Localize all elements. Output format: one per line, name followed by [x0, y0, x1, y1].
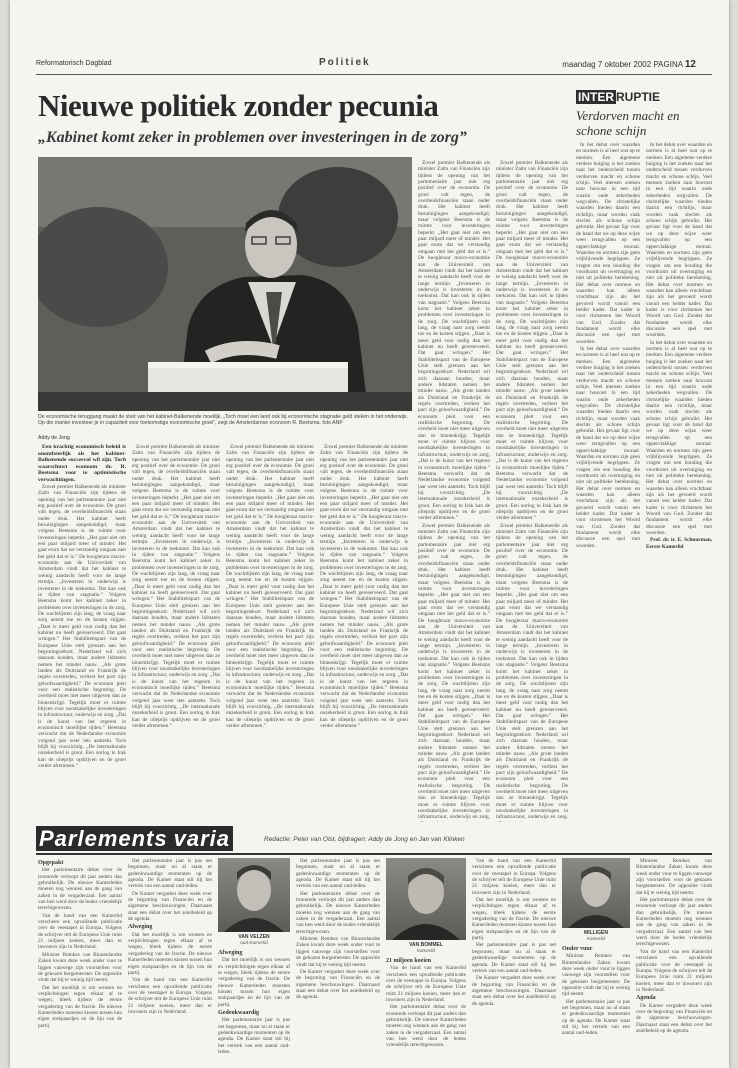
interruptie-column-1	[576, 142, 640, 822]
parl-column-4	[296, 858, 380, 1058]
section-text: Van de hand van een Kamerlid verscheen een opvallende publicatie over de veestapel in Europa. Volgens de schrijver telt de Europese Unie ruim 21 miljoen koeien, meer dan er inwoners zijn in Nederland.	[128, 977, 212, 1015]
portrait-illustration	[386, 858, 466, 940]
newspaper-page	[10, 0, 729, 1068]
article-body-2: Zowel premier Balkenende als minister Zalm van Financiën zijn tijdens de opening van het parlementaire jaar niet erg positief over de economie. De groei valt tegen, de overheidsfinanciën staan onder druk. Het kabinet heeft bezuinigingen aangekondigd, maar volgens Beetsma is de ruimte voor investeringen beperkt. „Het gaat niet om een paar miljard meer of minder. Het gaat erom dat we verstandig omgaan met het geld dat er is.” De hoogleraar macro-economie aan de Universiteit van Amsterdam vindt dat het kabinet te weinig aandacht heeft voor de lange termijn. „Investeren in onderwijs is investeren in de toekomst. Dat kan ook in tijden van stagnatie.” Volgens Beetsma komt het kabinet zeker in problemen over investeringen in de zorg. De wachtlijsten zijn lang, de vraag naar zorg neemt toe en de kosten stijgen. „Daar is meer geld voor nodig dan het kabinet nu heeft gereserveerd. Dat gaat wringen.” Het Stabiliteitspact van de Europese Unie stelt grenzen aan het begrotingstekort. Nederland wil zich daaraan houden, maar andere lidstaten nemen het minder nauw. „Als grote landen als Duitsland en Frankrijk de regels overtreden, verliest het pact zijn geloofwaardigheid.” De econoom pleit voor een realistische begroting. De overheid moet niet meer uitgeven dan ze binnenkrijgt. Tegelijk moet er ruimte blijven voor noodzakelijke investeringen in infrastructuur, onderwijs en zorg. „Dat is de kunst van het regeren in economisch moeilijke tijden.” Beetsma verwacht dat de Nederlandse economie volgend jaar weer iets aantrekt. Toch blijft hij voorzichtig. „De internationale onzekerheid is groot. Een oorlog in Irak kan de olieprijs opdrijven en de groei verder afremmen.”	[132, 444, 220, 730]
section-text: Het parlementaire jaar is pas net begonnen, maar nu al staan er gedenkwaardige momenten op de agenda. De Kamer staat stil bij het vertrek van een aantal oud-leden.	[128, 858, 212, 890]
parl-column-7	[562, 944, 630, 1058]
section-text: Van de hand van een Kamerlid verscheen een opvallende publicatie over de veestapel in Europa. Volgens de schrijver telt de Europese Unie ruim 21 miljoen koeien, meer dan er inwoners zijn in Nederland.	[386, 965, 466, 1004]
parl-column-5	[386, 956, 466, 1058]
interruptie-label	[576, 90, 711, 104]
parlementsvaria-rule	[36, 853, 712, 855]
portrait-caption: MILLIGEN Kamerlid	[584, 930, 608, 941]
article-body-6b: Zowel premier Balkenende als minister Zalm van Financiën zijn tijdens de opening van het parlementaire jaar niet erg positief over de economie. De groei valt tegen, de overheidsfinanciën staan onder druk. Het kabinet heeft bezuinigingen aangekondigd, maar volgens Beetsma is de ruimte voor investeringen beperkt. „Het gaat niet om een paar miljard meer of minder. Het gaat erom dat we verstandig omgaan met het geld dat er is.” De hoogleraar macro-economie aan de Universiteit van Amsterdam vindt dat het kabinet te weinig aandacht heeft voor de lange termijn. „Investeren in onderwijs is investeren in de toekomst. Dat kan ook in tijden van stagnatie.” Volgens Beetsma komt het kabinet zeker in problemen over investeringen in de zorg. De wachtlijsten zijn lang, de vraag naar zorg neemt toe en de kosten stijgen. „Daar is meer geld voor nodig dan het kabinet nu heeft gereserveerd. Dat gaat wringen.” Het Stabiliteitspact van de Europese Unie stelt grenzen aan het begrotingstekort. Nederland wil zich daaraan houden, maar andere lidstaten nemen het minder nauw. „Als grote landen als Duitsland en Frankrijk de regels overtreden, verliest het pact zijn geloofwaardigheid.” De econoom pleit voor een realistische begroting. De overheid moet niet meer uitgeven dan ze binnenkrijgt. Tegelijk moet er ruimte blijven voor noodzakelijke investeringen in infrastructuur, onderwijs en zorg.	[496, 522, 568, 821]
article-photo	[38, 157, 412, 411]
author-byline: Addy de Jong	[38, 435, 70, 441]
photo-caption	[38, 414, 412, 426]
editorial-credit: Redactie: Peter van Olst, bijdragen: Addy de Jong en Jan van Klinken	[264, 836, 465, 843]
article-column-2	[132, 444, 220, 822]
photo-credit: foto ANP	[322, 420, 343, 427]
interruptie-body: In het debat over waarden en normen is al heel wat op te merken. Een algemene verdere buiging is het zoeken naar het onderscheid tussen verdorven macht en schone schijn. Veel mensen zoeken naar houvast in een tijd waarin oude zekerheden wegvallen. De christelijke waarden bieden daarin een richtlijn, maar worden vaak slechts als schone schijn gebruikt. Het gevaar ligt voor de hand dat we op deze wijze weer terugvallen op een oppervlakkige moraal. Waarden en normen zijn geen vrijblijvende begrippen. Ze vragen om een houding die voortkomt uit overtuiging en niet uit politieke berekening. Het debat over normen en waarden kan alleen vruchtbaar zijn als het gevoerd wordt vanuit een helder kader. Dat kader is voor christenen het Woord van God. Zonder dat fundament wordt elke discussie een spel met woorden.	[576, 142, 640, 345]
section-text: Van de hand van een Kamerlid verscheen een opvallende publicatie over de veestapel in Europa. Volgens de schrijver telt de Europese Unie ruim 21 miljoen koeien, meer dan er inwoners zijn in Nederland.	[636, 948, 712, 993]
section-text: Dat het moeilijk is om wensen en verplichtingen tegen elkaar af te wegen, bleek tijdens de eerste vergadering van de fractie. De nieuwe Kamerleden moesten kiezen tussen hun eigen stokpaardjes en de lijn van de partij.	[472, 897, 556, 942]
section-heading: Agenda	[636, 995, 656, 1002]
section-text: Het parlementaire jaar is pas net begonnen, maar nu al staan er gedenkwaardige momenten op de agenda. De Kamer staat stil bij het vertrek van een aantal oud-leden.	[472, 942, 556, 974]
section-text: Het parlementaire debat over de troonrede verloopt dit jaar anders dan gebruikelijk. De nieuwe Kamerleden moeten nog wennen aan de gang van zaken in de vergaderzaal. Een aantal van hen werd door de bodes vriendelijk terechtgewezen.	[386, 1004, 466, 1049]
page-label: PAGINA	[653, 60, 683, 69]
section-text: Dat het moeilijk is om wensen en verplichtingen tegen elkaar af te wegen, bleek tijdens de eerste vergadering van de fractie. De nieuwe Kamerleden moesten kiezen tussen hun eigen stokpaardjes en de lijn van de partij.	[38, 984, 122, 1029]
section-text: De Kamer vergadert deze week over de begroting van Financiën en de algemene beschouwingen. Daarnaast staat een debat over het asielbeleid op de agenda.	[472, 975, 556, 1007]
article-body-5b: Zowel premier Balkenende als minister Zalm van Financiën zijn tijdens de opening van het parlementaire jaar niet erg positief over de economie. De groei valt tegen, de overheidsfinanciën staan onder druk. Het kabinet heeft bezuinigingen aangekondigd, maar volgens Beetsma is de ruimte voor investeringen beperkt. „Het gaat niet om een paar miljard meer of minder. Het gaat erom dat we verstandig omgaan met het geld dat er is.” De hoogleraar macro-economie aan de Universiteit van Amsterdam vindt dat het kabinet te weinig aandacht heeft voor de lange termijn. „Investeren in onderwijs is investeren in de toekomst. Dat kan ook in tijden van stagnatie.” Volgens Beetsma komt het kabinet zeker in problemen over investeringen in de zorg. De wachtlijsten zijn lang, de vraag naar zorg neemt toe en de kosten stijgen. „Daar is meer geld voor nodig dan het kabinet nu heeft gereserveerd. Dat gaat wringen.” Het Stabiliteitspact van de Europese Unie stelt grenzen aan het begrotingstekort. Nederland wil zich daaraan houden, maar andere lidstaten nemen het minder nauw. „Als grote landen als Duitsland en Frankrijk de regels overtreden, verliest het pact zijn geloofwaardigheid.” De econoom pleit voor een realistische begroting. De overheid moet niet meer uitgeven dan ze binnenkrijgt. Tegelijk moet er ruimte blijven voor noodzakelijke investeringen in infrastructuur, onderwijs en zorg.	[418, 522, 490, 821]
newspaper-name: Reformatorisch Dagblad	[36, 60, 112, 67]
article-column-1	[38, 444, 126, 822]
parlementsvaria-title: Parlements varia	[36, 826, 233, 852]
article-column-4	[320, 444, 408, 822]
interruptie-column-2	[646, 142, 712, 822]
interruptie-signature: Prof. dr. ir. E. Schuurman, Eerste Kamerlid	[646, 537, 712, 550]
parl-column-6	[472, 858, 556, 1058]
date: maandag 7 oktober 2002	[562, 60, 652, 69]
date-line	[562, 59, 696, 70]
section-text: Het parlementaire jaar is pas net begonnen, maar nu al staan er gedenkwaardige momenten op de agenda. De Kamer staat stil bij het vertrek van een aantal oud-leden.	[218, 1017, 290, 1056]
parlementsvaria-header	[36, 826, 712, 851]
section-text: Dat het moeilijk is om wensen en verplichtingen tegen elkaar af te wegen, bleek tijdens de eerste vergadering van de fractie. De nieuwe Kamerleden moesten kiezen tussen hun eigen stokpaardjes en de lijn van de partij.	[128, 931, 212, 976]
section-text: Minister Remkes van Binnenlandse Zaken kwam deze week onder vuur te liggen vanwege zijn voorstellen voor de gekozen burgemeester. De oppositie vindt dat hij te weinig tijd neemt.	[38, 951, 122, 984]
section-text: Minister Remkes van Binnenlandse Zaken kwam deze week onder vuur te liggen vanwege zijn voorstellen voor de gekozen burgemeester. De oppositie vindt dat hij te weinig tijd neemt.	[636, 858, 712, 896]
header-rule	[36, 74, 712, 75]
section-text: De Kamer vergadert deze week over de begroting van Financiën en de algemene beschouwingen. Daarnaast staat een debat over het asielbeleid op de agenda.	[296, 968, 380, 1001]
article-body-6: Zowel premier Balkenende als minister Zalm van Financiën zijn tijdens de opening van het parlementaire jaar niet erg positief over de economie. De groei valt tegen, de overheidsfinanciën staan onder druk. Het kabinet heeft bezuinigingen aangekondigd, maar volgens Beetsma is de ruimte voor investeringen beperkt. „Het gaat niet om een paar miljard meer of minder. Het gaat erom dat we verstandig omgaan met het geld dat er is.” De hoogleraar macro-economie aan de Universiteit van Amsterdam vindt dat het kabinet te weinig aandacht heeft voor de lange termijn. „Investeren in onderwijs is investeren in de toekomst. Dat kan ook in tijden van stagnatie.” Volgens Beetsma komt het kabinet zeker in problemen over investeringen in de zorg. De wachtlijsten zijn lang, de vraag naar zorg neemt toe en de kosten stijgen. „Daar is meer geld voor nodig dan het kabinet nu heeft gereserveerd. Dat gaat wringen.” Het Stabiliteitspact van de Europese Unie stelt grenzen aan het begrotingstekort. Nederland wil zich daaraan houden, maar andere lidstaten nemen het minder nauw. „Als grote landen als Duitsland en Frankrijk de regels overtreden, verliest het pact zijn geloofwaardigheid.” De econoom pleit voor een realistische begroting. De overheid moet niet meer uitgeven dan ze binnenkrijgt. Tegelijk moet er ruimte blijven voor noodzakelijke investeringen in infrastructuur, onderwijs en zorg. „Dat is de kunst van het regeren in economisch moeilijke tijden.” Beetsma verwacht dat de Nederlandse economie volgend jaar weer iets aantrekt. Toch blijft hij voorzichtig. „De internationale onzekerheid is groot. Een oorlog in Irak kan de olieprijs opdrijven en de groei verder afremmen.”	[496, 160, 568, 522]
section-text: Het parlementaire jaar is pas net begonnen, maar nu al staan er gedenkwaardige momenten op de agenda. De Kamer staat stil bij het vertrek van een aantal oud-leden.	[562, 998, 630, 1037]
section-heading: Gedenkwaardig	[218, 1010, 260, 1017]
interruptie-title: Verdorven macht en schone schijn	[576, 108, 680, 138]
section-text: Minister Remkes van Binnenlandse Zaken kwam deze week onder vuur te liggen vanwege zijn voorstellen voor de gekozen burgemeester. De oppositie vindt dat hij te weinig tijd neemt.	[296, 936, 380, 968]
article-lead: Een krachtig economisch beleid is onontbeerlijk als het kabinet-Balkenende succesvol wil zijn. Toch waarschuwt econoom dr. R. Beetsma voor te optimistische verwachtingen.	[38, 444, 126, 483]
article-body-4: Zowel premier Balkenende als minister Zalm van Financiën zijn tijdens de opening van het parlementaire jaar niet erg positief over de economie. De groei valt tegen, de overheidsfinanciën staan onder druk. Het kabinet heeft bezuinigingen aangekondigd, maar volgens Beetsma is de ruimte voor investeringen beperkt. „Het gaat niet om een paar miljard meer of minder. Het gaat erom dat we verstandig omgaan met het geld dat er is.” De hoogleraar macro-economie aan de Universiteit van Amsterdam vindt dat het kabinet te weinig aandacht heeft voor de lange termijn. „Investeren in onderwijs is investeren in de toekomst. Dat kan ook in tijden van stagnatie.” Volgens Beetsma komt het kabinet zeker in problemen over investeringen in de zorg. De wachtlijsten zijn lang, de vraag naar zorg neemt toe en de kosten stijgen. „Daar is meer geld voor nodig dan het kabinet nu heeft gereserveerd. Dat gaat wringen.” Het Stabiliteitspact van de Europese Unie stelt grenzen aan het begrotingstekort. Nederland wil zich daaraan houden, maar andere lidstaten nemen het minder nauw. „Als grote landen als Duitsland en Frankrijk de regels overtreden, verliest het pact zijn geloofwaardigheid.” De econoom pleit voor een realistische begroting. De overheid moet niet meer uitgeven dan ze binnenkrijgt. Tegelijk moet er ruimte blijven voor noodzakelijke investeringen in infrastructuur, onderwijs en zorg. „Dat is de kunst van het regeren in economisch moeilijke tijden.” Beetsma verwacht dat de Nederlandse economie volgend jaar weer iets aantrekt. Toch blijft hij voorzichtig. „De internationale onzekerheid is groot. Een oorlog in Irak kan de olieprijs opdrijven en de groei verder afremmen.”	[320, 444, 408, 730]
section-text: De Kamer vergadert deze week over de begroting van Financiën en de algemene beschouwingen. Daarnaast staat een debat over het asielbeleid op de agenda.	[128, 890, 212, 923]
page-number: 12	[684, 59, 696, 70]
section-text: De Kamer vergadert deze week over de begroting van Financiën en de algemene beschouwingen. Daarnaast staat een debat over het asielbeleid op de agenda.	[636, 1002, 712, 1034]
section-name: Politiek	[319, 57, 371, 68]
section-heading: Afweging	[128, 924, 153, 931]
section-text: Het parlementaire debat over de troonrede verloopt dit jaar anders dan gebruikelijk. De nieuwe Kamerleden moeten nog wennen aan de gang van zaken in de vergaderzaal. Een aantal van hen werd door de bodes vriendelijk terechtgewezen.	[296, 890, 380, 935]
section-text: Het parlementaire jaar is pas net begonnen, maar nu al staan er gedenkwaardige momenten op de agenda. De Kamer staat stil bij het vertrek van een aantal oud-leden.	[296, 858, 380, 890]
page-header	[36, 59, 696, 75]
parl-column-8	[636, 858, 712, 1058]
article-column-6	[496, 160, 568, 822]
article-column-5	[418, 160, 490, 822]
section-text: Van de hand van een Kamerlid verscheen een opvallende publicatie over de veestapel in Europa. Volgens de schrijver telt de Europese Unie ruim 21 miljoen koeien, meer dan er inwoners zijn in Nederland.	[472, 858, 556, 896]
section-text: Van de hand van een Kamerlid verscheen een opvallende publicatie over de veestapel in Europa. Volgens de schrijver telt de Europese Unie ruim 21 miljoen koeien, meer dan er inwoners zijn in Nederland.	[38, 912, 122, 951]
section-text: Het parlementaire debat over de troonrede verloopt dit jaar anders dan gebruikelijk. De nieuwe Kamerleden moeten nog wennen aan de gang van zaken in de vergaderzaal. Een aantal van hen werd door de bodes vriendelijk terechtgewezen.	[38, 867, 122, 912]
interruptie-body-b: In het debat over waarden en normen is al heel wat op te merken. Een algemene verdere buiging is het zoeken naar het onderscheid tussen verdorven macht en schone schijn. Veel mensen zoeken naar houvast in een tijd waarin oude zekerheden wegvallen. De christelijke waarden bieden daarin een richtlijn, maar worden vaak slechts als schone schijn gebruikt. Het gevaar ligt voor de hand dat we op deze wijze weer terugvallen op een oppervlakkige moraal. Waarden en normen zijn geen vrijblijvende begrippen. Ze vragen om een houding die voortkomt uit overtuiging en niet uit politieke berekening. Het debat over normen en waarden kan alleen vruchtbaar zijn als het gevoerd wordt vanuit een helder kader. Dat kader is voor christenen het Woord van God. Zonder dat fundament wordt elke discussie een spel met woorden.	[576, 346, 640, 549]
subheadline: „Kabinet komt zeker in problemen over investeringen in de zorg”	[38, 129, 467, 146]
portrait-van-velzen	[218, 858, 290, 932]
portrait-illustration	[218, 858, 290, 932]
parl-column-3	[218, 948, 290, 1058]
article-body-5: Zowel premier Balkenende als minister Zalm van Financiën zijn tijdens de opening van het parlementaire jaar niet erg positief over de economie. De groei valt tegen, de overheidsfinanciën staan onder druk. Het kabinet heeft bezuinigingen aangekondigd, maar volgens Beetsma is de ruimte voor investeringen beperkt. „Het gaat niet om een paar miljard meer of minder. Het gaat erom dat we verstandig omgaan met het geld dat er is.” De hoogleraar macro-economie aan de Universiteit van Amsterdam vindt dat het kabinet te weinig aandacht heeft voor de lange termijn. „Investeren in onderwijs is investeren in de toekomst. Dat kan ook in tijden van stagnatie.” Volgens Beetsma komt het kabinet zeker in problemen over investeringen in de zorg. De wachtlijsten zijn lang, de vraag naar zorg neemt toe en de kosten stijgen. „Daar is meer geld voor nodig dan het kabinet nu heeft gereserveerd. Dat gaat wringen.” Het Stabiliteitspact van de Europese Unie stelt grenzen aan het begrotingstekort. Nederland wil zich daaraan houden, maar andere lidstaten nemen het minder nauw. „Als grote landen als Duitsland en Frankrijk de regels overtreden, verliest het pact zijn geloofwaardigheid.” De econoom pleit voor een realistische begroting. De overheid moet niet meer uitgeven dan ze binnenkrijgt. Tegelijk moet er ruimte blijven voor noodzakelijke investeringen in infrastructuur, onderwijs en zorg. „Dat is de kunst van het regeren in economisch moeilijke tijden.” Beetsma verwacht dat de Nederlandse economie volgend jaar weer iets aantrekt. Toch blijft hij voorzichtig. „De internationale onzekerheid is groot. Een oorlog in Irak kan de olieprijs opdrijven en de groei verder afremmen.”	[418, 160, 490, 522]
section-text: Het parlementaire debat over de troonrede verloopt dit jaar anders dan gebruikelijk. De nieuwe Kamerleden moeten nog wennen aan de gang van zaken in de vergaderzaal. Een aantal van hen werd door de bodes vriendelijk terechtgewezen.	[636, 897, 712, 948]
article-column-3	[226, 444, 314, 822]
section-heading: 21 miljoen koeien	[386, 958, 431, 964]
section-heading: Opgepakt	[38, 860, 64, 866]
section-text: Minister Remkes van Binnenlandse Zaken kwam deze week onder vuur te liggen vanwege zijn voorstellen voor de gekozen burgemeester. De oppositie vindt dat hij te weinig tijd neemt.	[562, 953, 630, 998]
section-text: Dat het moeilijk is om wensen en verplichtingen tegen elkaar af te wegen, bleek tijdens de eerste vergadering van de fractie. De nieuwe Kamerleden moesten kiezen tussen hun eigen stokpaardjes en de lijn van de partij.	[218, 957, 290, 1008]
parl-column-1	[38, 858, 122, 1058]
portrait-caption: VAN VELZEN oud-Kamerlid	[238, 934, 270, 945]
section-heading: Onder vuur	[562, 946, 593, 952]
article-body-3: Zowel premier Balkenende als minister Zalm van Financiën zijn tijdens de opening van het parlementaire jaar niet erg positief over de economie. De groei valt tegen, de overheidsfinanciën staan onder druk. Het kabinet heeft bezuinigingen aangekondigd, maar volgens Beetsma is de ruimte voor investeringen beperkt. „Het gaat niet om een paar miljard meer of minder. Het gaat erom dat we verstandig omgaan met het geld dat er is.” De hoogleraar macro-economie aan de Universiteit van Amsterdam vindt dat het kabinet te weinig aandacht heeft voor de lange termijn. „Investeren in onderwijs is investeren in de toekomst. Dat kan ook in tijden van stagnatie.” Volgens Beetsma komt het kabinet zeker in problemen over investeringen in de zorg. De wachtlijsten zijn lang, de vraag naar zorg neemt toe en de kosten stijgen. „Daar is meer geld voor nodig dan het kabinet nu heeft gereserveerd. Dat gaat wringen.” Het Stabiliteitspact van de Europese Unie stelt grenzen aan het begrotingstekort. Nederland wil zich daaraan houden, maar andere lidstaten nemen het minder nauw. „Als grote landen als Duitsland en Frankrijk de regels overtreden, verliest het pact zijn geloofwaardigheid.” De econoom pleit voor een realistische begroting. De overheid moet niet meer uitgeven dan ze binnenkrijgt. Tegelijk moet er ruimte blijven voor noodzakelijke investeringen in infrastructuur, onderwijs en zorg. „Dat is de kunst van het regeren in economisch moeilijke tijden.” Beetsma verwacht dat de Nederlandse economie volgend jaar weer iets aantrekt. Toch blijft hij voorzichtig. „De internationale onzekerheid is groot. Een oorlog in Irak kan de olieprijs opdrijven en de groei verder afremmen.”	[226, 444, 314, 730]
caption-text: De economische teruggang maakt de start van het kabinet-Balkenende moeilijk. „Toch moet een land ook bij economische stagnatie geld steken in het onderwijs. Op die manier investeer je in capaciteit voor toekomstige economische groei”, zegt de Amsterdamse econoom R. Beetsma.	[38, 414, 408, 427]
photo-illustration	[38, 157, 412, 411]
interruptie-body-2: In het debat over waarden en normen is al heel wat op te merken. Een algemene verdere buiging is het zoeken naar het onderscheid tussen verdorven macht en schone schijn. Veel mensen zoeken naar houvast in een tijd waarin oude zekerheden wegvallen. De christelijke waarden bieden daarin een richtlijn, maar worden vaak slechts als schone schijn gebruikt. Het gevaar ligt voor de hand dat we op deze wijze weer terugvallen op een oppervlakkige moraal. Waarden en normen zijn geen vrijblijvende begrippen. Ze vragen om een houding die voortkomt uit overtuiging en niet uit politieke berekening. Het debat over normen en waarden kan alleen vruchtbaar zijn als het gevoerd wordt vanuit een helder kader. Dat kader is voor christenen het Woord van God. Zonder dat fundament wordt elke discussie een spel met woorden.	[646, 142, 712, 339]
portrait-caption: VAN BOMMEL Kamerlid	[409, 942, 443, 953]
interruptie-tag: INTER RUPTIE	[578, 90, 661, 104]
headline: Nieuwe politiek zonder pecunia	[38, 88, 439, 123]
parl-column-2	[128, 858, 212, 1058]
portrait-milligen	[562, 858, 630, 928]
interruptie-body-2b: In het debat over waarden en normen is al heel wat op te merken. Een algemene verdere buiging is het zoeken naar het onderscheid tussen verdorven macht en schone schijn. Veel mensen zoeken naar houvast in een tijd waarin oude zekerheden wegvallen. De christelijke waarden bieden daarin een richtlijn, maar worden vaak slechts als schone schijn gebruikt. Het gevaar ligt voor de hand dat we op deze wijze weer terugvallen op een oppervlakkige moraal. Waarden en normen zijn geen vrijblijvende begrippen. Ze vragen om een houding die voortkomt uit overtuiging en niet uit politieke berekening. Het debat over normen en waarden kan alleen vruchtbaar zijn als het gevoerd wordt vanuit een helder kader. Dat kader is voor christenen het Woord van God. Zonder dat fundament wordt elke discussie een spel met woorden.	[646, 339, 712, 536]
portrait-van-bommel	[386, 858, 466, 940]
portrait-illustration	[562, 858, 630, 928]
section-heading: Afweging	[218, 950, 243, 956]
article-body: Zowel premier Balkenende als minister Zalm van Financiën zijn tijdens de opening van het parlementaire jaar niet erg positief over de economie. De groei valt tegen, de overheidsfinanciën staan onder druk. Het kabinet heeft bezuinigingen aangekondigd, maar volgens Beetsma is de ruimte voor investeringen beperkt. „Het gaat niet om een paar miljard meer of minder. Het gaat erom dat we verstandig omgaan met het geld dat er is.” De hoogleraar macro-economie aan de Universiteit van Amsterdam vindt dat het kabinet te weinig aandacht heeft voor de lange termijn. „Investeren in onderwijs is investeren in de toekomst. Dat kan ook in tijden van stagnatie.” Volgens Beetsma komt het kabinet zeker in problemen over investeringen in de zorg. De wachtlijsten zijn lang, de vraag naar zorg neemt toe en de kosten stijgen. „Daar is meer geld voor nodig dan het kabinet nu heeft gereserveerd. Dat gaat wringen.” Het Stabiliteitspact van de Europese Unie stelt grenzen aan het begrotingstekort. Nederland wil zich daaraan houden, maar andere lidstaten nemen het minder nauw. „Als grote landen als Duitsland en Frankrijk de regels overtreden, verliest het pact zijn geloofwaardigheid.” De econoom pleit voor een realistische begroting. De overheid moet niet meer uitgeven dan ze binnenkrijgt. Tegelijk moet er ruimte blijven voor noodzakelijke investeringen in infrastructuur, onderwijs en zorg. „Dat is de kunst van het regeren in economisch moeilijke tijden.” Beetsma verwacht dat de Nederlandse economie volgend jaar weer iets aantrekt. Toch blijft hij voorzichtig. „De internationale onzekerheid is groot. Een oorlog in Irak kan de olieprijs opdrijven en de groei verder afremmen.”	[38, 484, 126, 770]
